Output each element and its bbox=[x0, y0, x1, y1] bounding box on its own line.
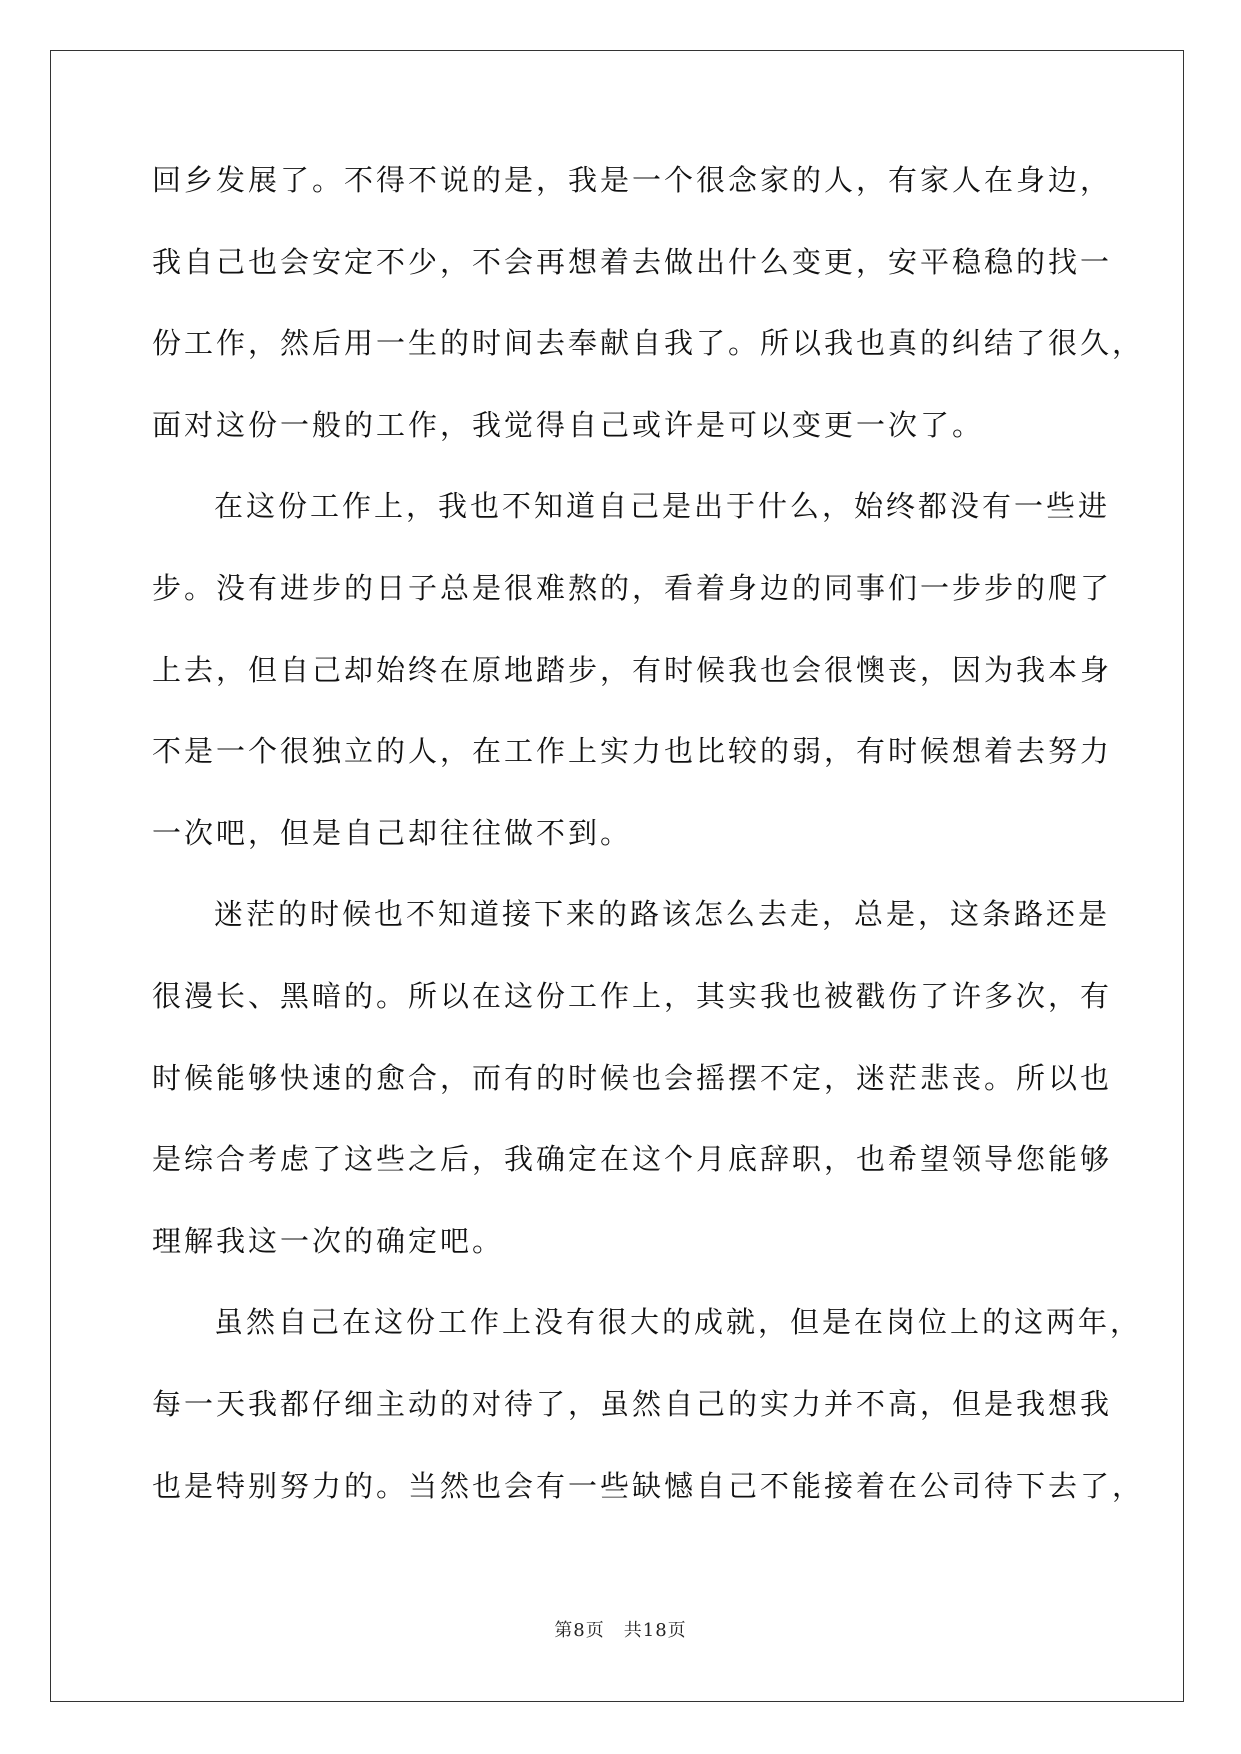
text-line: 每一天我都仔细主动的对待了，虽然自己的实力并不高，但是我想我 bbox=[152, 1386, 1113, 1421]
text-line: 一次吧，但是自己却往往做不到。 bbox=[152, 815, 633, 850]
text-line: 不是一个很独立的人，在工作上实力也比较的弱，有时候想着去努力 bbox=[152, 734, 1113, 769]
text-line: 回乡发展了。不得不说的是，我是一个很念家的人，有家人在身边， bbox=[152, 163, 1113, 197]
page-number-footer: 第8页 共18页 bbox=[554, 1620, 687, 1641]
text-line: 也是特别努力的。当然也会有一些缺憾自己不能接着在公司待下去了， bbox=[152, 1468, 1145, 1503]
document-body bbox=[152, 160, 1145, 1547]
text-line-paragraph-start: 虽然自己在这份工作上没有很大的成就，但是在岗位上的这两年， bbox=[214, 1305, 1143, 1340]
text-line: 我自己也会安定不少，不会再想着去做出什么变更，安平稳稳的找一 bbox=[152, 244, 1113, 279]
text-line: 很漫长、黑暗的。所以在这份工作上，其实我也被戳伤了许多次，有 bbox=[152, 978, 1113, 1013]
text-line: 理解我这一次的确定吧。 bbox=[152, 1223, 505, 1258]
text-line-paragraph-start: 迷茫的时候也不知道接下来的路该怎么去走，总是，这条路还是 bbox=[214, 897, 1111, 932]
text-line: 是综合考虑了这些之后，我确定在这个月底辞职，也希望领导您能够 bbox=[152, 1142, 1113, 1177]
text-line-paragraph-start: 在这份工作上，我也不知道自己是出于什么，始终都没有一些进 bbox=[214, 489, 1111, 524]
text-line: 面对这份一般的工作，我觉得自己或许是可以变更一次了。 bbox=[152, 407, 985, 442]
text-line: 步。没有进步的日子总是很难熬的，看着身边的同事们一步步的爬了 bbox=[152, 570, 1113, 605]
text-line: 时候能够快速的愈合，而有的时候也会摇摆不定，迷茫悲丧。所以也 bbox=[152, 1060, 1113, 1095]
text-line: 份工作，然后用一生的时间去奉献自我了。所以我也真的纠结了很久， bbox=[152, 326, 1145, 361]
text-line: 上去，但自己却始终在原地踏步，有时候我也会很懊丧，因为我本身 bbox=[152, 652, 1113, 687]
